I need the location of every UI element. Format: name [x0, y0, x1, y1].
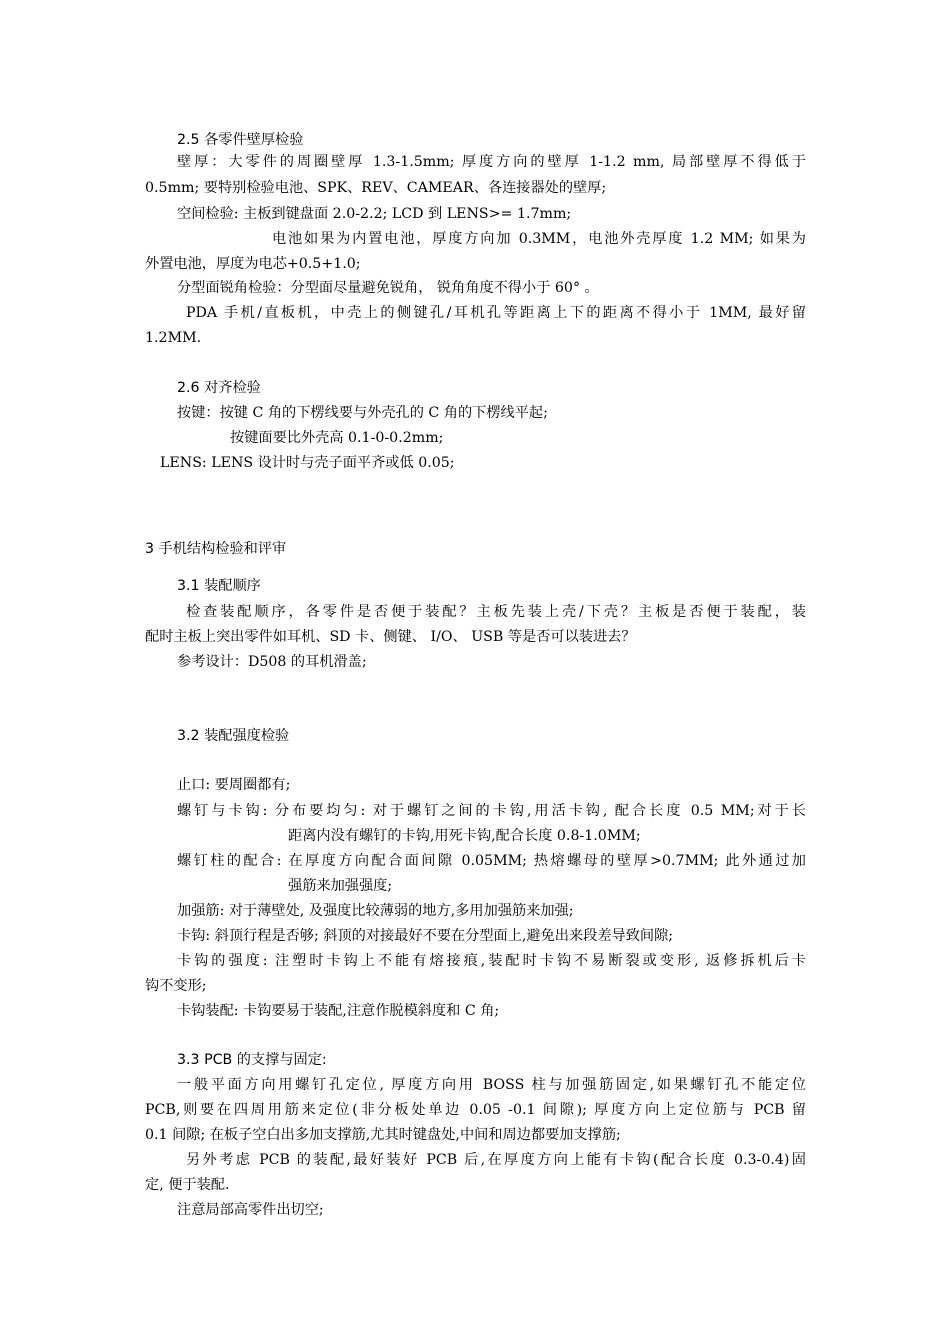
section-3-2-heading: 3.2 装配强度检验	[177, 728, 290, 744]
paragraph-line: 0.1 间隙; 在板子空白出多加支撑筋,尤其时键盘处,中间和周边都要加支撑筋;	[145, 1127, 621, 1143]
section-3-1-heading: 3.1 装配顺序	[177, 578, 261, 594]
section-3-heading: 3 手机结构检验和评审	[145, 541, 287, 557]
paragraph-line: 加强筋: 对于薄壁处, 及强度比较薄弱的地方,多用加强筋来加强;	[177, 903, 574, 919]
paragraph-line: PCB,则要在四周用筋来定位(非分板处单边 0.05 -0.1 间隙); 厚度方向上定位筋与 PCB 留	[145, 1102, 806, 1118]
section-2-5-heading: 2.5 各零件壁厚检验	[177, 132, 304, 148]
section-3-3-heading: 3.3 PCB 的支撑与固定:	[177, 1052, 327, 1068]
paragraph-line: 止口: 要周圈都有;	[177, 777, 291, 793]
paragraph-line: 卡钩的强度: 注塑时卡钩上不能有熔接痕,装配时卡钩不易断裂或变形, 返修拆机后卡	[177, 953, 806, 969]
paragraph-line: 分型面锐角检验：分型面尽量避免锐角， 锐角角度不得小于 60° 。	[177, 280, 599, 296]
paragraph-line: 电池如果为内置电池，厚度方向加 0.3MM，电池外壳厚度 1.2 MM; 如果为	[272, 231, 806, 247]
section-2-6-heading: 2.6 对齐检验	[177, 380, 261, 396]
paragraph-line: 0.5mm; 要特别检验电池、SPK、REV、CAMEAR、各连接器处的壁厚;	[145, 180, 607, 196]
paragraph-line: 钩不变形;	[145, 978, 207, 994]
paragraph-line: 按键面要比外壳高 0.1-0-0.2mm;	[230, 430, 444, 446]
paragraph-line: 强筋来加强强度;	[288, 878, 393, 894]
paragraph-line: 螺钉柱的配合: 在厚度方向配合面间隙 0.05MM; 热熔螺母的壁厚>0.7MM; 此外通过加	[177, 853, 806, 869]
paragraph-line: 按键：按键 C 角的下楞线要与外壳孔的 C 角的下楞线平起;	[177, 405, 548, 421]
paragraph-line: 参考设计：D508 的耳机滑盖;	[177, 654, 367, 670]
paragraph-line: 卡钩装配: 卡钩要易于装配,注意作脱模斜度和 C 角;	[177, 1003, 500, 1019]
paragraph-line: 一般平面方向用螺钉孔定位, 厚度方向用 BOSS 柱与加强筋固定,如果螺钉孔不能定位	[177, 1077, 806, 1093]
paragraph-line: 距离内没有螺钉的卡钩,用死卡钩,配合长度 0.8-1.0MM;	[288, 828, 641, 844]
paragraph-line: 外置电池，厚度为电芯+0.5+1.0;	[145, 256, 361, 272]
paragraph-line: 定, 便于装配.	[145, 1177, 230, 1193]
paragraph-line: 卡钩: 斜顶行程是否够; 斜顶的对接最好不要在分型面上,避免出来段差导致间隙;	[177, 928, 674, 944]
paragraph-line: 壁厚：大零件的周圈壁厚 1.3-1.5mm; 厚度方向的壁厚 1-1.2 mm, 局部壁厚不得低于	[177, 154, 806, 170]
paragraph-line: 配时主板上突出零件如耳机、SD 卡、侧键、 I/O、 USB 等是否可以装进去？	[145, 629, 636, 645]
paragraph-line: 注意局部高零件出切空;	[177, 1202, 324, 1218]
paragraph-line: 螺钉与卡钩: 分布要均匀: 对于螺钉之间的卡钩,用活卡钩, 配合长度 0.5 MM;对于长	[177, 803, 806, 819]
paragraph-line: 另外考虑 PCB 的装配,最好装好 PCB 后,在厚度方向上能有卡钩(配合长度 0.3-0.4)固	[186, 1152, 806, 1168]
paragraph-line: 1.2MM.	[145, 330, 202, 346]
paragraph-line: PDA 手机/直板机，中壳上的侧键孔/耳机孔等距离上下的距离不得小于 1MM, 最好留	[186, 305, 806, 321]
paragraph-line: 检查装配顺序，各零件是否便于装配？主板先装上壳/下壳？主板是否便于装配，装	[186, 604, 806, 620]
paragraph-line: LENS: LENS 设计时与壳子面平齐或低 0.05;	[160, 455, 455, 471]
paragraph-line: 空间检验: 主板到键盘面 2.0-2.2; LCD 到 LENS>= 1.7mm;	[177, 206, 572, 222]
